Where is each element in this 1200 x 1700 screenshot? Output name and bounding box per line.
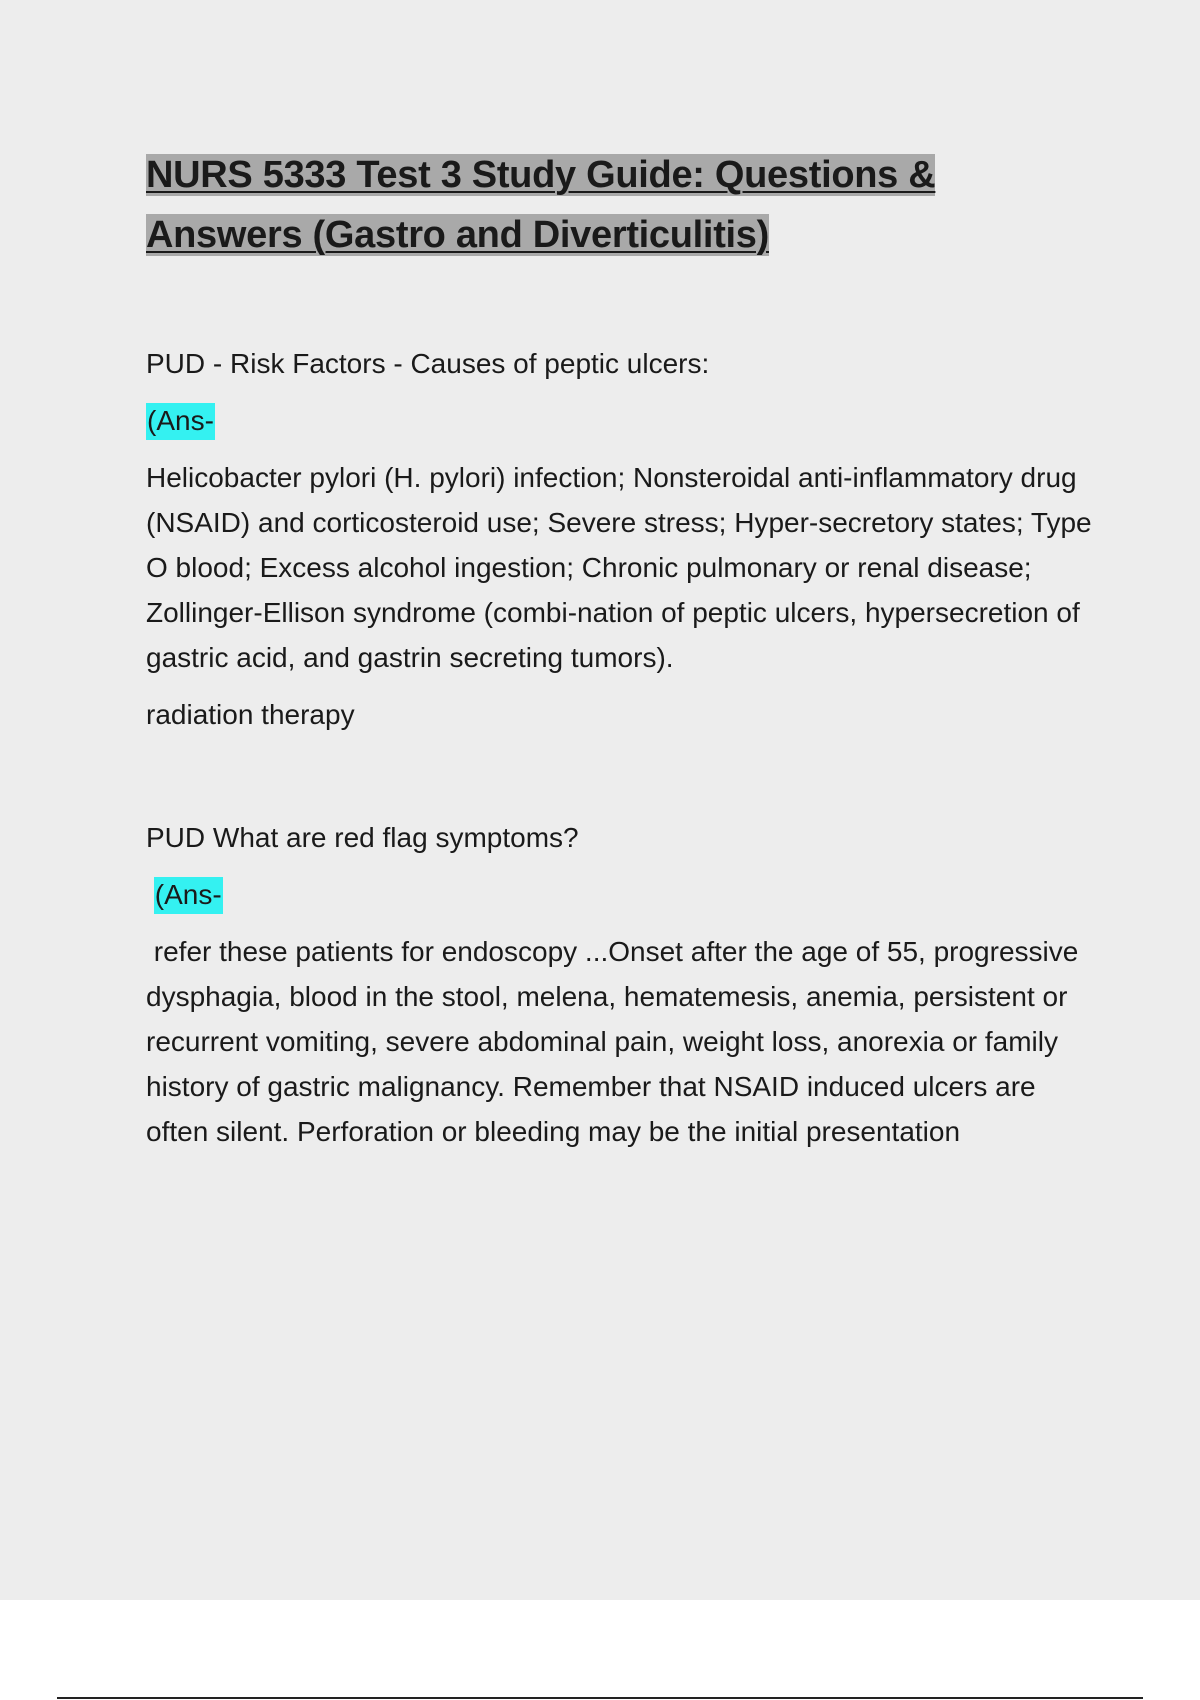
question-2: PUD What are red flag symptoms? [146,822,579,853]
title-line-2: Answers (Gastro and Diverticulitis) [146,214,769,256]
answer-2-text: refer these patients for endoscopy ...Onset after the age of 55, progressive dysphagia, blood in the stool, melena, hematemesis, anemia, persistent or recurrent vomiting, severe abdominal pain, weight loss, anorexia or family history of gastric malignancy. Remember that NSAID induced ulcers are often silent. Perforation or bleeding may be the initial presentation [146,936,1079,1147]
answer-label-2-highlight: (Ans- [154,877,223,914]
answer-2 [146,929,1096,1154]
answer-1-extra: radiation therapy [146,699,355,730]
answer-label-1 [146,398,1096,443]
page-title [146,145,1096,265]
document-content [146,145,1096,1154]
question-1: PUD - Risk Factors - Causes of peptic ulcers: [146,348,710,379]
answer-label-2 [146,872,1096,917]
answer-label-1-highlight: (Ans- [146,403,215,440]
answer-1: Helicobacter pylori (H. pylori) infection; Nonsteroidal anti-inflammatory drug (NSAID) and corticosteroid use; Severe stress; Hyper-secretory states; Type O blood; Excess alcohol ingestion; Chronic pulmonary or renal disease; Zollinger-Ellison syndrome (combi-nation of peptic ulcers, hypersecretion of gastric acid, and gastrin secreting tumors). [146,462,1092,673]
title-line-1: NURS 5333 Test 3 Study Guide: Questions & [146,154,936,196]
footer-divider [57,1697,1143,1699]
